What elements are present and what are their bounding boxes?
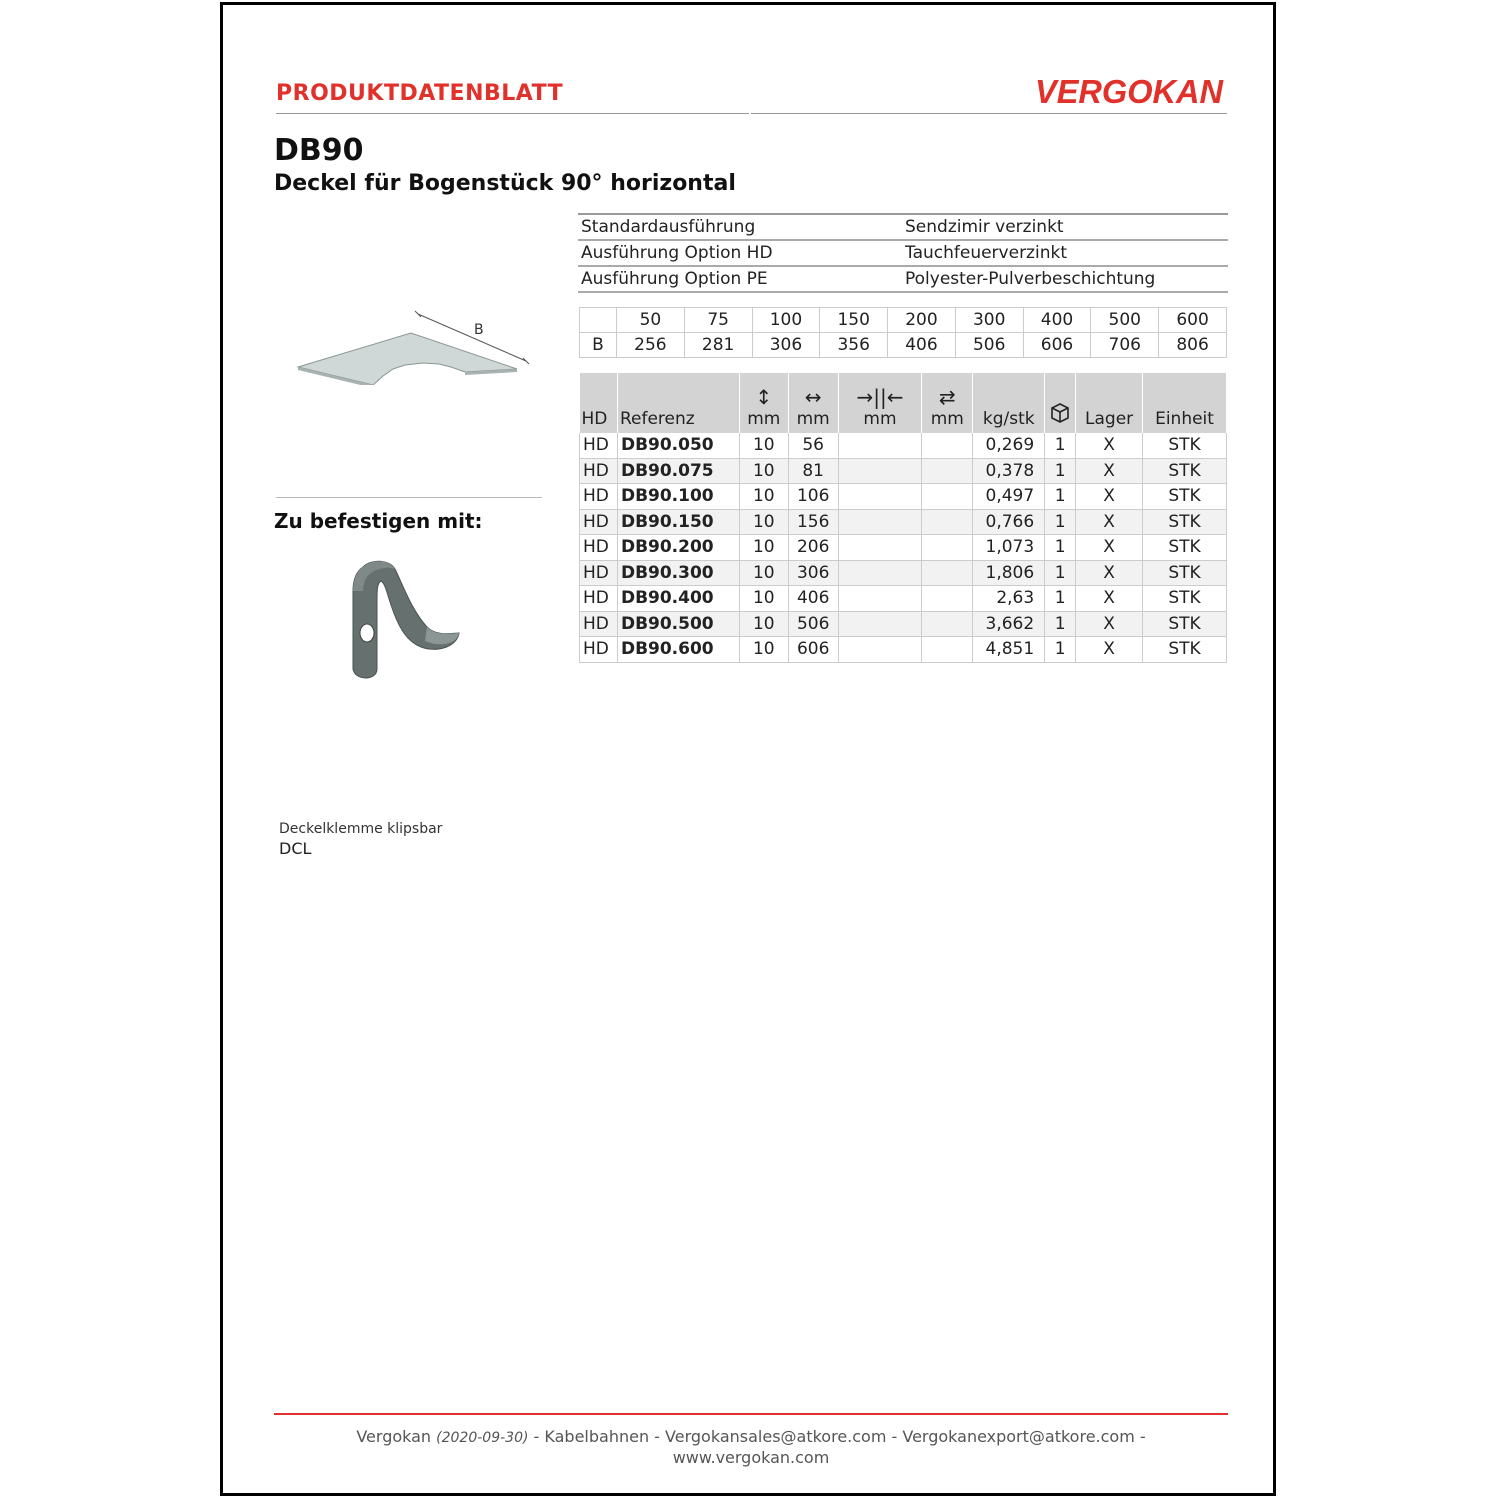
cell-package: 1 — [1045, 535, 1076, 561]
accessory-name: Deckelklemme klipsbar — [279, 821, 443, 837]
cell-height: 10 — [739, 535, 788, 561]
cell-package: 1 — [1045, 611, 1076, 637]
cell-lager: X — [1076, 458, 1143, 484]
width-cell: 806 — [1159, 333, 1227, 358]
cell-width: 156 — [788, 509, 838, 535]
cell-length — [922, 586, 973, 612]
cell-hd: HD — [580, 611, 618, 637]
table-row — [580, 484, 1227, 510]
cell-lager: X — [1076, 560, 1143, 586]
cell-referenz: DB90.500 — [617, 611, 739, 637]
cell-gap — [838, 535, 922, 561]
cell-einheit: STK — [1143, 611, 1227, 637]
spec-value: Tauchfeuerverzinkt — [902, 240, 1228, 266]
gap-icon: →||← — [856, 385, 904, 409]
cell-height: 10 — [739, 586, 788, 612]
cell-height: 10 — [739, 560, 788, 586]
cell-referenz: DB90.200 — [617, 535, 739, 561]
width-cell: 281 — [684, 333, 752, 358]
width-cell: 406 — [888, 333, 956, 358]
cell-lager: X — [1076, 433, 1143, 458]
cell-package: 1 — [1045, 433, 1076, 458]
cell-hd: HD — [580, 586, 618, 612]
cell-package: 1 — [1045, 484, 1076, 510]
cell-weight: 4,851 — [973, 637, 1045, 663]
spec-label: Ausführung Option HD — [578, 240, 902, 266]
header-divider-right — [751, 113, 1227, 114]
cell-einheit: STK — [1143, 535, 1227, 561]
cell-width: 81 — [788, 458, 838, 484]
cell-einheit: STK — [1143, 509, 1227, 535]
cell-length — [922, 611, 973, 637]
cell-gap — [838, 509, 922, 535]
header-divider-left — [276, 113, 749, 114]
cell-weight: 2,63 — [973, 586, 1045, 612]
footer — [274, 1427, 1228, 1468]
footer-line-1 — [274, 1427, 1228, 1448]
cell-weight: 3,662 — [973, 611, 1045, 637]
cell-referenz: DB90.300 — [617, 560, 739, 586]
cell-length — [922, 637, 973, 663]
cell-width: 406 — [788, 586, 838, 612]
cell-package: 1 — [1045, 637, 1076, 663]
table-row — [580, 586, 1227, 612]
cell-lager: X — [1076, 637, 1143, 663]
table-row — [580, 509, 1227, 535]
width-cell: 606 — [1023, 333, 1091, 358]
footer-date: (2020-09-30) — [436, 1430, 529, 1446]
cell-height: 10 — [739, 611, 788, 637]
cell-height: 10 — [739, 433, 788, 458]
cell-lager: X — [1076, 484, 1143, 510]
section-divider — [276, 497, 542, 498]
column-header-gap: →||← mm — [838, 373, 922, 433]
cell-gap — [838, 611, 922, 637]
cell-referenz: DB90.100 — [617, 484, 739, 510]
table-row — [580, 535, 1227, 561]
cell-einheit: STK — [1143, 637, 1227, 663]
cell-weight: 0,269 — [973, 433, 1045, 458]
product-description: Deckel für Bogenstück 90° horizontal — [274, 171, 736, 196]
footer-website: www.vergokan.com — [672, 1448, 830, 1467]
spec-label: Ausführung Option PE — [578, 266, 902, 292]
cell-einheit: STK — [1143, 484, 1227, 510]
cell-hd: HD — [580, 509, 618, 535]
footer-divider — [274, 1413, 1228, 1415]
spec-row — [578, 266, 1228, 292]
cell-gap — [838, 433, 922, 458]
cell-height: 10 — [739, 484, 788, 510]
cell-hd: HD — [580, 637, 618, 663]
spec-row — [578, 214, 1228, 240]
cell-package: 1 — [1045, 586, 1076, 612]
spec-table — [578, 213, 1228, 293]
cell-package: 1 — [1045, 509, 1076, 535]
width-cell: 256 — [617, 333, 685, 358]
width-cell: 50 — [617, 308, 685, 333]
width-cell: 100 — [752, 308, 820, 333]
cell-height: 10 — [739, 637, 788, 663]
spec-value: Polyester-Pulverbeschichtung — [902, 266, 1228, 292]
cell-einheit: STK — [1143, 458, 1227, 484]
column-header-length: ⇄ mm — [922, 373, 973, 433]
cell-gap — [838, 458, 922, 484]
table-row — [580, 458, 1227, 484]
swap-arrows-icon: ⇄ — [938, 385, 956, 409]
cell-referenz: DB90.150 — [617, 509, 739, 535]
cell-length — [922, 535, 973, 561]
cell-referenz: DB90.600 — [617, 637, 739, 663]
cell-weight: 0,766 — [973, 509, 1045, 535]
footer-company: Vergokan — [356, 1427, 432, 1446]
fasten-with-title: Zu befestigen mit: — [274, 509, 483, 533]
table-row — [580, 611, 1227, 637]
cell-height: 10 — [739, 458, 788, 484]
cell-width: 306 — [788, 560, 838, 586]
cell-einheit: STK — [1143, 433, 1227, 458]
width-nominal-row — [580, 308, 1227, 333]
spec-value: Sendzimir verzinkt — [902, 214, 1228, 240]
column-header-referenz: Referenz — [617, 373, 739, 433]
cell-gap — [838, 484, 922, 510]
cell-height: 10 — [739, 509, 788, 535]
cell-referenz: DB90.400 — [617, 586, 739, 612]
product-code: DB90 — [274, 133, 364, 168]
cell-width: 56 — [788, 433, 838, 458]
spec-row — [578, 240, 1228, 266]
cell-weight: 0,378 — [973, 458, 1045, 484]
cell-referenz: DB90.075 — [617, 458, 739, 484]
cell-length — [922, 433, 973, 458]
spec-label: Standardausführung — [578, 214, 902, 240]
cell-width: 106 — [788, 484, 838, 510]
cell-length — [922, 458, 973, 484]
width-cell: 706 — [1091, 333, 1159, 358]
cell-length — [922, 509, 973, 535]
table-row — [580, 560, 1227, 586]
cell-einheit: STK — [1143, 586, 1227, 612]
cell-width: 206 — [788, 535, 838, 561]
width-cell: 200 — [888, 308, 956, 333]
width-cell: 75 — [684, 308, 752, 333]
height-arrow-icon: ↕ — [755, 385, 773, 409]
cell-hd: HD — [580, 433, 618, 458]
width-b-row — [580, 333, 1227, 358]
cell-lager: X — [1076, 586, 1143, 612]
width-arrow-icon: ↔ — [804, 385, 822, 409]
table-row — [580, 637, 1227, 663]
brand-logo — [1035, 67, 1225, 111]
cell-package: 1 — [1045, 458, 1076, 484]
cell-hd: HD — [580, 458, 618, 484]
cell-width: 606 — [788, 637, 838, 663]
datasheet-page — [220, 2, 1276, 1496]
width-cell: 600 — [1159, 308, 1227, 333]
product-drawing — [293, 305, 538, 385]
cell-lager: X — [1076, 509, 1143, 535]
width-table — [579, 307, 1227, 358]
width-cell: 356 — [820, 333, 888, 358]
cell-hd: HD — [580, 560, 618, 586]
cell-length — [922, 560, 973, 586]
table-header-row — [580, 373, 1227, 433]
cell-hd: HD — [580, 484, 618, 510]
cell-gap — [838, 586, 922, 612]
column-header-hd: HD — [580, 373, 618, 433]
cell-weight: 1,073 — [973, 535, 1045, 561]
cell-gap — [838, 560, 922, 586]
cell-lager: X — [1076, 611, 1143, 637]
cell-weight: 1,806 — [973, 560, 1045, 586]
width-cell: 306 — [752, 333, 820, 358]
cell-package: 1 — [1045, 560, 1076, 586]
column-header-weight: kg/stk — [973, 373, 1045, 433]
cell-length — [922, 484, 973, 510]
cell-gap — [838, 637, 922, 663]
width-cell: 500 — [1091, 308, 1159, 333]
clip-accessory-image — [341, 557, 471, 687]
width-cell: 300 — [955, 308, 1023, 333]
width-row-label: B — [580, 333, 617, 358]
cell-weight: 0,497 — [973, 484, 1045, 510]
width-cell — [580, 308, 617, 333]
product-table — [579, 373, 1227, 663]
cell-hd: HD — [580, 535, 618, 561]
column-header-width: ↔ mm — [788, 373, 838, 433]
column-header-lager: Lager — [1076, 373, 1143, 433]
cell-einheit: STK — [1143, 560, 1227, 586]
cell-lager: X — [1076, 535, 1143, 561]
footer-contacts: - Kabelbahnen - Vergokansales@atkore.com - Vergokanexport@atkore.com - — [533, 1427, 1146, 1446]
column-header-einheit: Einheit — [1143, 373, 1227, 433]
table-row — [580, 433, 1227, 458]
package-icon — [1050, 402, 1070, 424]
document-type-title: PRODUKTDATENBLATT — [276, 81, 564, 106]
dimension-label-b: B — [474, 322, 484, 338]
width-cell: 150 — [820, 308, 888, 333]
width-cell: 506 — [955, 333, 1023, 358]
brand-logo-text: VERGOKAN — [1035, 73, 1225, 110]
column-header-package — [1045, 373, 1076, 433]
width-cell: 400 — [1023, 308, 1091, 333]
column-header-height: ↕ mm — [739, 373, 788, 433]
cell-width: 506 — [788, 611, 838, 637]
accessory-code: DCL — [279, 839, 312, 858]
cell-referenz: DB90.050 — [617, 433, 739, 458]
